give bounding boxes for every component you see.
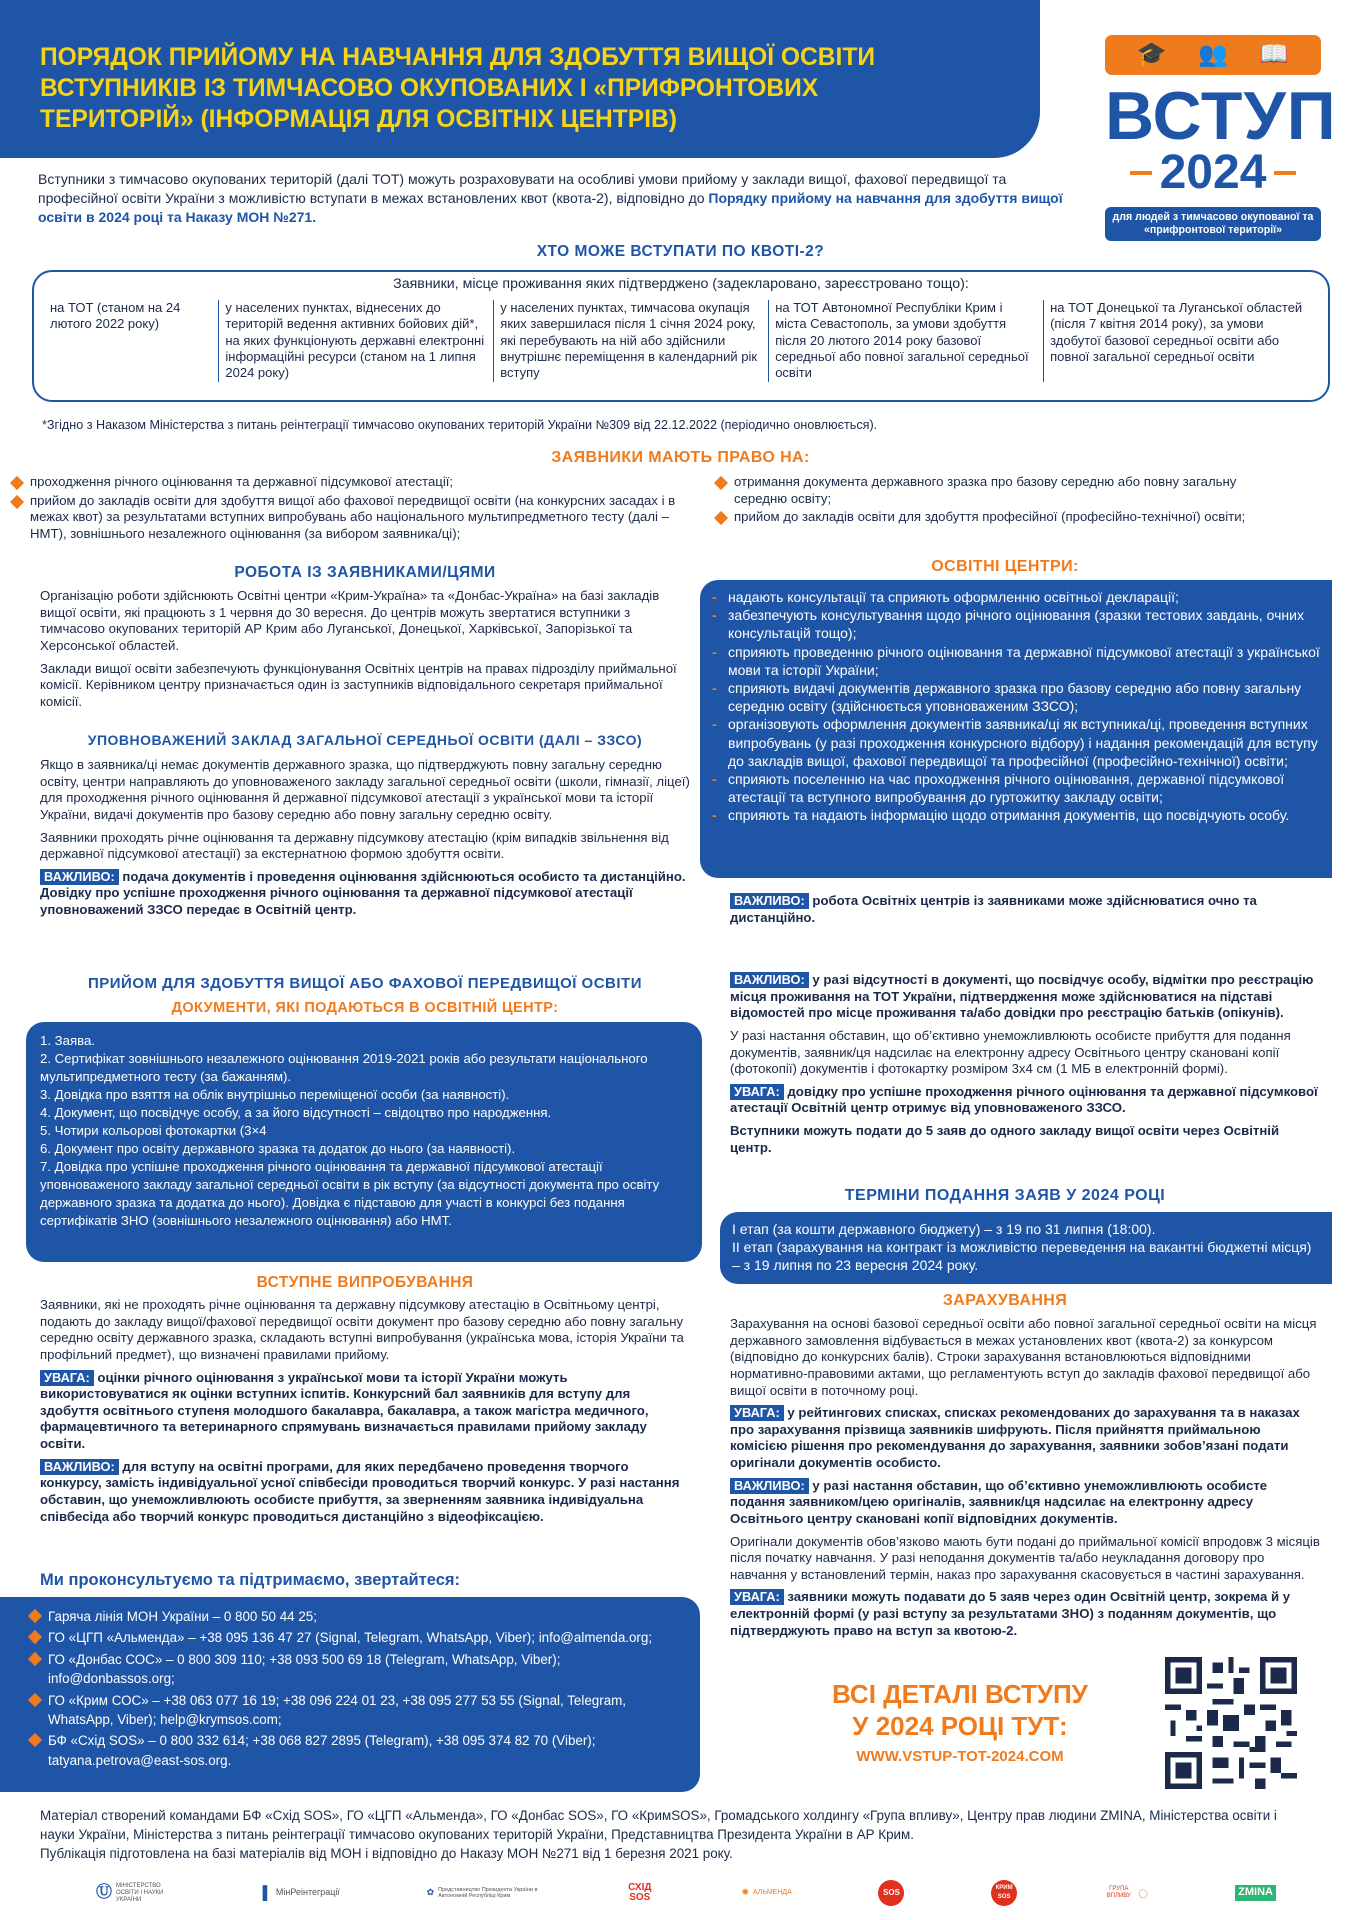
important-badge: ВАЖЛИВО: bbox=[730, 1478, 809, 1494]
logo-grupa-vplyvu: ГРУПА ВПЛИВУ ◌ bbox=[1106, 1882, 1149, 1903]
docs-box bbox=[26, 1022, 702, 1262]
important-badge: ВАЖЛИВО: bbox=[730, 972, 809, 988]
right-attention: УВАГА: довідку про успішне проходження річного оцінювання та державної підсумкової атестації Освітній центр отримує від уповноваженого ЗЗСО. bbox=[730, 1083, 1318, 1116]
docs-title: ДОКУМЕНТИ, ЯКІ ПОДАЮТЬСЯ В ОСВІТНІЙ ЦЕНТР: bbox=[171, 1000, 559, 1016]
exam-paragraph: Заявники, які не проходять річне оцінювання та державну підсумкову атестацію в Освітньому центрі, подають до закладу вищої/фахової передвищої освіти документ про базову середню або повну загальну середню освіту державного зразка, складають вступні випробування (українська мова, історія України та профільний предмет), що визначені правилами прийому. bbox=[40, 1297, 684, 1362]
center-item: - організовують оформлення документів заявника/ці як вступника/ці, проведення вступних випробувань (у разі проходження конкурсного відбору) і надання рекомендацій для вступу до закладів вищої, фахової передвищої та професійної (професійно-технічної) освіти; bbox=[704, 715, 1322, 770]
doc-item: 4. Документ, що посвідчує особу, а за його відсутності – свідоцтво про народження. bbox=[40, 1105, 552, 1120]
contact-line: ГО «Донбас СОС» – 0 800 309 110; +38 093 500 69 18 (Telegram, WhatsApp, Viber); info@donbassos.org; bbox=[30, 1650, 688, 1689]
rights-right bbox=[716, 474, 1256, 528]
logo-tagline: для людей з тимчасово окупованої та «прифронтової території» bbox=[1105, 207, 1321, 241]
doc-item: 7. Довідка про успішне проходження річного оцінювання та державної підсумкової атестації уповноваженого закладу загальної середньої освіти в рік вступу (за відсутності документа про освіту державного зразка та додатка до нього). Довідка є підставою для участі в конкурсі без подання сертифікатів ЗНО (зовнішнього незалежного оцінювання) або НМТ. bbox=[40, 1159, 660, 1228]
who-box bbox=[32, 270, 1330, 402]
graduation-cap-icon: 🎓 bbox=[1136, 40, 1167, 68]
who-cell: на ТОТ (станом на 24 лютого 2022 року) bbox=[50, 299, 181, 332]
logo-shid-sos: СХІД SOS bbox=[628, 1882, 652, 1903]
important-badge: ВАЖЛИВО: bbox=[40, 1459, 119, 1475]
intro-text: Вступники з тимчасово окупованих територій (далі ТОТ) можуть розраховувати на особливі умови прийому у заклади вищої, фахової передвищої та професійної освіти України з можливістю вступати в межах встановлених квот (квота-2), відповідно до Порядку прийому на навчання для здобуття вищої освіти в 2024 році та Наказу МОН №271. bbox=[38, 171, 1063, 225]
logo-almenda: ✺ АЛЬМЕНДА bbox=[741, 1887, 792, 1898]
centers-title: ОСВІТНІ ЦЕНТРИ: bbox=[931, 558, 1079, 575]
enroll-attention: УВАГА: заявники можуть подавати до 5 заяв через один Освітній центр, зокрема й у електронній формі (у разі вступу за результатами ЗНО) з поданням документів, що підтверджують право на вступ за квотою-2. bbox=[730, 1589, 1291, 1638]
center-item: - сприяють та надають інформацію щодо отримання документів, що посвідчують особу. bbox=[704, 806, 1322, 824]
terms-title: ТЕРМІНИ ПОДАННЯ ЗАЯВ У 2024 РОЦІ bbox=[844, 1187, 1166, 1204]
header-title-line: ТЕРИТОРІЙ» (ІНФОРМАЦІЯ ДЛЯ ОСВІТНІХ ЦЕНТРІВ) bbox=[40, 106, 677, 133]
work-paragraph: Заклади вищої освіти забезпечують функціонування Освітніх центрів на правах підрозділу приймальної комісії. Керівником центру призначається один із заступників відповідального секретаря приймальної комісії. bbox=[40, 660, 677, 709]
attention-badge: УВАГА: bbox=[730, 1405, 784, 1421]
logo-zmina: ZMINA bbox=[1235, 1885, 1276, 1901]
credits bbox=[40, 1806, 1290, 1863]
centers-important: ВАЖЛИВО: робота Освітніх центрів із заявниками може здійснюватися очно та дистанційно. bbox=[730, 893, 1257, 925]
doc-item: 3. Довідка про взяття на облік внутрішньо переміщеної особи (за наявності). bbox=[40, 1087, 510, 1102]
rights-item: отримання документа державного зразка про базову середню або повну загальну середню освіту; bbox=[716, 474, 1256, 507]
contacts-title: Ми проконсультуємо та підтримаємо, звертайтеся: bbox=[40, 1571, 461, 1589]
enroll-paragraph: Оригінали документів обов’язково мають бути подані до приймальної комісії впродовж 3 місяців після початку навчання. У разі неподання документів та/або неукладання договору про навчання у встановлений термін, наказ про зарахування скасовується в частині зарахування. bbox=[730, 1533, 1320, 1582]
right-paragraph: У разі настання обставин, що об’єктивно унеможливлюють особисте прибуття для подання документів, заявник/ця надсилає на електронну адресу Освітнього центру скановані копії (фотокопії) документів і фотокартку розміром 3х4 см (1 МБ в електронній формі). bbox=[730, 1027, 1291, 1077]
book-icon: 📖 bbox=[1259, 40, 1290, 68]
qr-code-icon[interactable] bbox=[1165, 1657, 1297, 1789]
intro-link: Порядку прийому на навчання для здобуття вищої освіти в 2024 році та Наказу МОН №271. bbox=[38, 190, 1063, 225]
cta-line: ВСІ ДЕТАЛІ ВСТУПУ bbox=[832, 1679, 1088, 1709]
enroll-attention: УВАГА: у рейтингових списках, списках рекомендованих до зарахування та в наказах про зарахування прізвища заявників шифрують. Після прийняття приймальною комісією рішення про рекомендування до зарахування, заявники зобов’язані подати оригінали документів особисто. bbox=[730, 1405, 1300, 1470]
rights-left bbox=[12, 474, 692, 545]
right-important: ВАЖЛИВО: у разі відсутності в документі, що посвідчує особу, відмітки про реєстрацію місця проживання на ТОТ України, підтвердження може здійснюватися на підставі відомостей про місце проживання та/або довідки про реєстрацію батьків (опікунів). bbox=[730, 972, 1314, 1021]
contact-line: Гаряча лінія МОН України – 0 800 50 44 25; bbox=[30, 1607, 688, 1626]
logo-word: ВСТУП bbox=[1105, 78, 1337, 154]
contacts-box bbox=[0, 1597, 700, 1792]
cta-line: У 2024 РОЦІ ТУТ: bbox=[852, 1711, 1068, 1741]
terms-box bbox=[720, 1212, 1332, 1284]
logo-icon-bar bbox=[1105, 35, 1321, 75]
zzso-paragraph: Якщо в заявника/ці немає документів державного зразка, що підтверджують повну загальну середню освіту, центри направляють до уповноваженого закладу загальної середньої освіти (школи, гімназії, ліцеї) для проходження річного оцінювання й державної підсумкової атестації з української мови та історії України, видачі документів про базову середню або повну загальну середню освіту. bbox=[40, 757, 690, 822]
cta-block bbox=[810, 1678, 1110, 1767]
exam-title: ВСТУПНЕ ВИПРОБУВАННЯ bbox=[256, 1274, 474, 1291]
contact-line: БФ «Схід SOS» – 0 800 332 614; +38 068 827 2895 (Telegram), +38 095 374 82 70 (Viber); tatyana.petrova@east-sos.org. bbox=[30, 1731, 688, 1770]
term-line: І етап (за кошти державного бюджету) – з 19 по 31 липня (18:00). bbox=[732, 1221, 1156, 1237]
logo-donbas-sos: SOS bbox=[878, 1880, 904, 1906]
attention-badge: УВАГА: bbox=[730, 1589, 784, 1605]
partner-logos bbox=[96, 1880, 1276, 1906]
work-title: РОБОТА ІЗ ЗАЯВНИКАМИ/ЦЯМИ bbox=[234, 564, 496, 581]
logo-mon: Ⓤ МІНІСТЕРСТВО ОСВІТИ І НАУКИ УКРАЇНИ bbox=[96, 1882, 164, 1903]
admission-title: ПРИЙОМ ДЛЯ ЗДОБУТТЯ ВИЩОЇ АБО ФАХОВОЇ ПЕРЕДВИЩОЇ ОСВІТИ bbox=[87, 975, 642, 992]
zzso-paragraph: Заявники проходять річне оцінювання та державну підсумкову атестацію (крім випадків звільнення від державної підсумкової атестації) за екстернатною формою здобуття освіти. bbox=[40, 829, 669, 862]
header-banner bbox=[0, 0, 1040, 158]
cta-url-link[interactable]: WWW.VSTUP-TOT-2024.COM bbox=[856, 1748, 1064, 1765]
center-item: - сприяють проведенню річного оцінювання та державної підсумкової атестації з української мови та історії України; bbox=[704, 643, 1322, 679]
important-badge: ВАЖЛИВО: bbox=[730, 893, 809, 909]
who-title: ХТО МОЖЕ ВСТУПАТИ ПО КВОТІ-2? bbox=[536, 243, 825, 260]
logo-president-rep: ✿ Представництво Президента України в Автономній Республіці Крим bbox=[426, 1886, 538, 1899]
rights-item: проходження річного оцінювання та державної підсумкової атестації; bbox=[12, 474, 692, 491]
exam-important: ВАЖЛИВО: для вступу на освітні програми, для яких передбачено проведення творчого конкурсу, замість індивідуальної усної співбесіди проводиться творчий конкурс. У разі настання обставин, що унеможливлюють особисте прибуття, за зверненням заявника індивідуальна співбесіда або творчий конкурс проводиться дистанційно з відеофіксацією. bbox=[40, 1458, 680, 1524]
who-cell: у населених пунктах, віднесених до територій ведення активних бойових дій*, на яких функціонують державні електронні інформаційні ресурси (станом на 1 липня 2024 року) bbox=[218, 300, 493, 382]
who-cell: на ТОТ Донецької та Луганської областей (після 7 квітня 2014 року), за умови здобутої базової середньої освіти або повної загальної середньої освіти bbox=[1043, 300, 1318, 382]
vstup-logo bbox=[1105, 35, 1337, 236]
who-footnote: *Згідно з Наказом Міністерства з питань реінтеграції тимчасово окупованих територій України №309 від 22.12.2022 (періодично оновлюється). bbox=[42, 418, 878, 432]
term-line: ІІ етап (зарахування на контракт із можливістю переведення на вакантні бюджетні місця) – з 19 липня по 23 вересня 2024 року. bbox=[732, 1239, 1312, 1273]
attention-badge: УВАГА: bbox=[40, 1370, 94, 1386]
right-info-section bbox=[730, 972, 1320, 1162]
center-item: - надають консультації та сприяють оформленню освітньої декларації; bbox=[704, 588, 1322, 606]
enroll-section bbox=[730, 1316, 1320, 1645]
work-section bbox=[40, 588, 690, 716]
logo-year: 2024 bbox=[1105, 151, 1321, 195]
zzso-section bbox=[40, 757, 690, 925]
rights-item: прийом до закладів освіти для здобуття вищої або фахової передвищої освіти (на конкурсних засадах і в межах квот) за результатами вступних випробувань або національного мультипредметного тесту (далі – НМТ), зовнішнього незалежного оцінювання (за вибором заявника/ці); bbox=[12, 493, 692, 543]
logo-minreint: ▌ МінРеінтеграції bbox=[262, 1884, 340, 1900]
zzso-important: ВАЖЛИВО: подача документів і проведення оцінювання здійснюються особисто та дистанційно. Довідку про успішне проходження річного оцінювання та державної підсумкової атестації уповноважений ЗЗСО передає в Освітній центр. bbox=[40, 868, 686, 917]
right-paragraph: Вступники можуть подати до 5 заяв до одного закладу вищої освіти через Освітній центр. bbox=[730, 1123, 1280, 1155]
who-caption: Заявники, місце проживання яких підтверджено (задекларовано, зареєстровано тощо): bbox=[393, 276, 969, 292]
who-cell: на ТОТ Автономної Республіки Крим і міста Севастополь, за умови здобуття після 20 лютого 2014 року базової середньої або повної загальної середньої освіти bbox=[768, 300, 1043, 382]
doc-item: 6. Документ про освіту державного зразка та додаток до нього (за наявності). bbox=[40, 1141, 516, 1156]
doc-item: 2. Сертифікат зовнішнього незалежного оцінювання 2019-2021 років або результати національного мультипредметного тесту (за бажанням). bbox=[40, 1051, 648, 1084]
center-item: - сприяють поселенню на час проходження річного оцінювання, державної підсумкової атестації та вступного випробування до гуртожитку закладу освіти; bbox=[704, 770, 1322, 806]
contact-line: ГО «ЦГП «Альменда» – +38 095 136 47 27 (Signal, Telegram, WhatsApp, Viber); info@almenda.org; bbox=[30, 1628, 688, 1647]
header-title-line: ПОРЯДОК ПРИЙОМУ НА НАВЧАННЯ ДЛЯ ЗДОБУТТЯ ВИЩОЇ ОСВІТИ bbox=[40, 44, 876, 71]
credits-paragraph: Матеріал створений командами БФ «Схід SOS», ГО «ЦГП «Альменда», ГО «Донбас SOS», ГО «КримSOS», Громадського холдингу «Група впливу», Центру прав людини ZMINA, Міністерства освіти і науки України, Міністерства з питань реінтеграції тимчасово окупованих територій України, Представництва Президента України в АР Крим. bbox=[40, 1808, 1277, 1842]
center-item: - сприяють видачі документів державного зразка про базову середню або повну загальну середню освіту (здійснюється уповноваженим ЗЗСО); bbox=[704, 679, 1322, 715]
doc-item: 1. Заява. bbox=[40, 1033, 95, 1048]
enroll-title: ЗАРАХУВАННЯ bbox=[942, 1292, 1068, 1309]
important-badge: ВАЖЛИВО: bbox=[40, 869, 119, 885]
doc-item: 5. Чотири кольорові фотокартки (3×4 bbox=[40, 1123, 267, 1138]
attention-badge: УВАГА: bbox=[730, 1084, 784, 1100]
logo-krym-sos: КРИМ SOS bbox=[991, 1880, 1017, 1906]
exam-attention: УВАГА: оцінки річного оцінювання з української мови та історії України можуть використовуватися як оцінки вступних іспитів. Конкурсний бал заявників для вступу для здобуття освітнього ступеня молодшого бакалавра, бакалавра, а також магістра медичного, фармацевтичного та ветеринарного спрямувань визначається правилами прийому закладу освіти. bbox=[40, 1369, 649, 1451]
centers-box bbox=[700, 580, 1332, 878]
contact-line: ГО «Крим СОС» – +38 063 077 16 19; +38 096 224 01 23, +38 095 277 53 55 (Signal, Telegram, WhatsApp, Viber); help@krymsos.com; bbox=[30, 1691, 688, 1730]
people-icon: 👥 bbox=[1198, 40, 1228, 68]
rights-title: ЗАЯВНИКИ МАЮТЬ ПРАВО НА: bbox=[551, 449, 810, 466]
exam-section bbox=[40, 1297, 690, 1531]
center-item: - забезпечують консультування щодо річного оцінювання (зразки тестових завдань, очних консультацій тощо); bbox=[704, 606, 1322, 642]
who-cell: у населених пунктах, тимчасова окупація яких завершилася після 1 січня 2024 року, які перебувають на ній або здійснили внутрішнє переміщення в календарний рік вступу bbox=[493, 300, 768, 382]
header-title-line: ВСТУПНИКІВ ІЗ ТИМЧАСОВО ОКУПОВАНИХ І «ПРИФРОНТОВИХ bbox=[40, 75, 819, 102]
zzso-title: УПОВНОВАЖЕНИЙ ЗАКЛАД ЗАГАЛЬНОЇ СЕРЕДНЬОЇ ОСВІТИ (ДАЛІ – ЗЗСО) bbox=[87, 732, 643, 748]
enroll-important: ВАЖЛИВО: у разі настання обставин, що об’єктивно унеможливлюють особисте подання заявником/цею оригіналів, заявник/ця надсилає на електронну адресу Освітнього центру скановані копії відповідних документів. bbox=[730, 1477, 1268, 1526]
credits-paragraph: Публікація підготовлена на базі матеріалів від МОН і відповідно до Наказу МОН №271 від 1 березня 2021 року. bbox=[40, 1846, 733, 1861]
work-paragraph: Організацію роботи здійснюють Освітні центри «Крим-Україна» та «Донбас-Україна» на базі закладів вищої освіти, які працюють з 1 червня до 30 вересня. До центрів можуть звертатися вступники з тимчасово окупованих територій АР Крим або Луганської, Донецької, Харківської, Запорізької та Херсонської областей. bbox=[40, 588, 660, 653]
enroll-paragraph: Зарахування на основі базової середньої освіти або повної загальної середньої освіти на місця державного замовлення відбувається в межах установлених квот (квота-2) за конкурсом (відповідно до конкурсних балів). Строки зарахування встановлюються відповідними нормативно-правовими актами, що регламентують вступ до закладів фахової передвищої або вищої освіти в поточному році. bbox=[730, 1316, 1317, 1398]
rights-item: прийом до закладів освіти для здобуття професійної (професійно-технічної) освіти; bbox=[716, 509, 1256, 526]
